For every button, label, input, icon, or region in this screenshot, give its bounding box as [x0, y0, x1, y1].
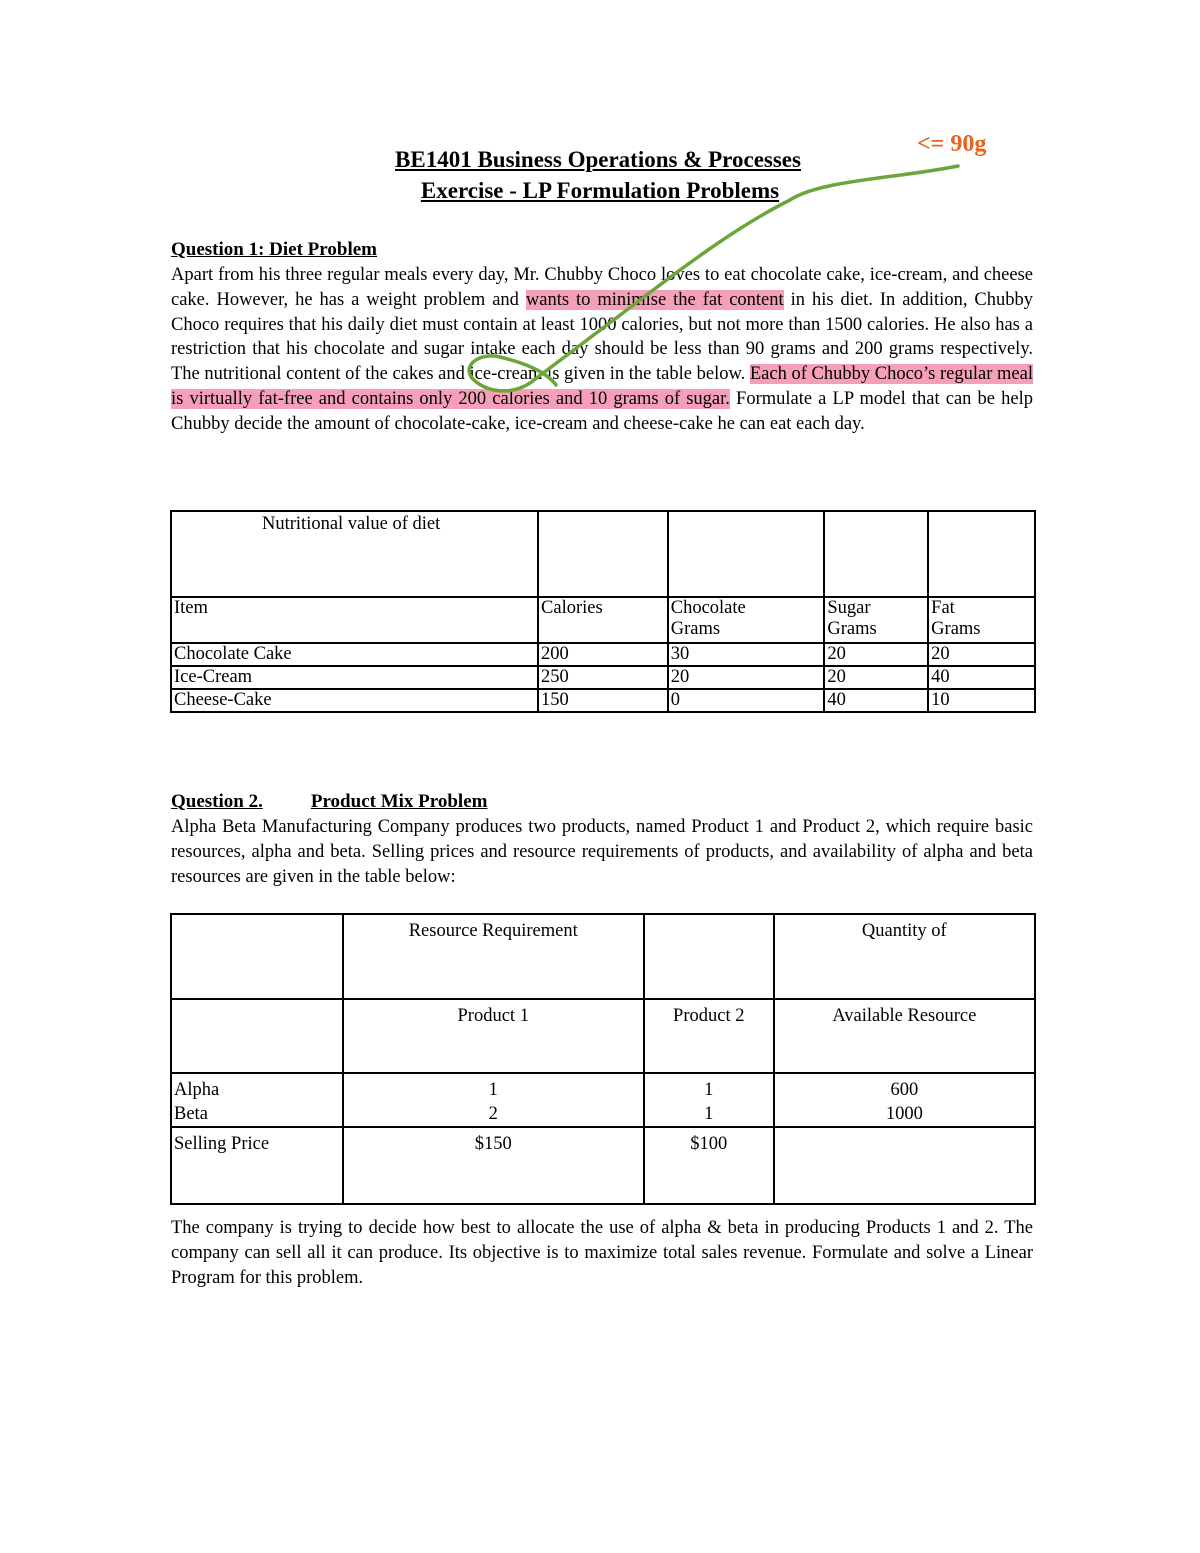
exercise-title: Exercise - LP Formulation Problems: [420, 178, 780, 203]
header-product-1: Product 1: [343, 999, 644, 1073]
header-product-2: Product 2: [644, 999, 774, 1073]
question-2-closing: The company is trying to decide how best to allocate the use of alpha & beta in producing Products 1 and 2. The company can sell all it can produce. Its objective is to maximize total sales revenue. Formulate and solve a Linear Program for this problem.: [171, 1218, 1033, 1288]
highlight-objective: wants to minimise the fat content: [525, 289, 784, 310]
table-row: Ice-Cream 250 20 20 40: [171, 666, 1035, 689]
header-item: Item: [171, 597, 538, 643]
course-title: BE1401 Business Operations & Processes: [395, 147, 801, 172]
question-2-heading: Question 2. Product Mix Problem: [171, 791, 488, 812]
nutrition-caption: Nutritional value of diet: [262, 514, 441, 534]
table-row: Alpha Beta 1 2 1 1 600 1000: [171, 1073, 1035, 1127]
highlight-regular-meal: Each of Chubby Choco’s regular meal is virtually fat-free and contains only 200 calories and 10 grams of sugar.: [171, 364, 1033, 409]
header-resource-requirement: Resource Requirement: [343, 914, 644, 999]
table-row: Cheese-Cake 150 0 40 10: [171, 689, 1035, 712]
header-available-resource: Available Resource: [774, 999, 1035, 1073]
table-row: Selling Price $150 $100: [171, 1127, 1035, 1204]
table-row: Chocolate Cake 200 30 20 20: [171, 643, 1035, 666]
header-quantity-of: Quantity of: [774, 914, 1035, 999]
q1-text-part-c: Formulate a LP model that can be help Chubby decide the amount of chocolate-cake, ice-cream and cheese-cake he can eat each day.: [171, 388, 1033, 434]
header-sugar: Sugar Grams: [824, 597, 928, 643]
q1-text-part-b: in his diet. In addition, Chubby Choco requires that his daily diet must contain at least 1000 calories, but not more than 1500 calories. He also has a restriction that his chocolate and sugar intake each day should be less than 90 grams and 200 grams respectively. The nutritional content of the cakes and ice-cream is given in the table below.: [171, 289, 1033, 385]
question-2-intro: Alpha Beta Manufacturing Company produces two products, named Product 1 and Product 2, which require basic resources, alpha and beta. Selling prices and resource requirements of products, and availability of alpha and beta resources are given in the table below:: [171, 817, 1033, 887]
question-1-heading: Question 1: Diet Problem: [171, 239, 377, 260]
header-calories: Calories: [538, 597, 668, 643]
pen-arrow-icon: [469, 166, 958, 391]
header-chocolate: Chocolate Grams: [668, 597, 825, 643]
header-fat: Fat Grams: [928, 597, 1035, 643]
q1-text-part-a: Apart from his three regular meals every day, Mr. Chubby Choco loves to eat chocolate cake, ice-cream, and cheese cake. However, he has a weight problem and: [171, 265, 1033, 310]
handwritten-annotation: <= 90g: [917, 131, 987, 157]
